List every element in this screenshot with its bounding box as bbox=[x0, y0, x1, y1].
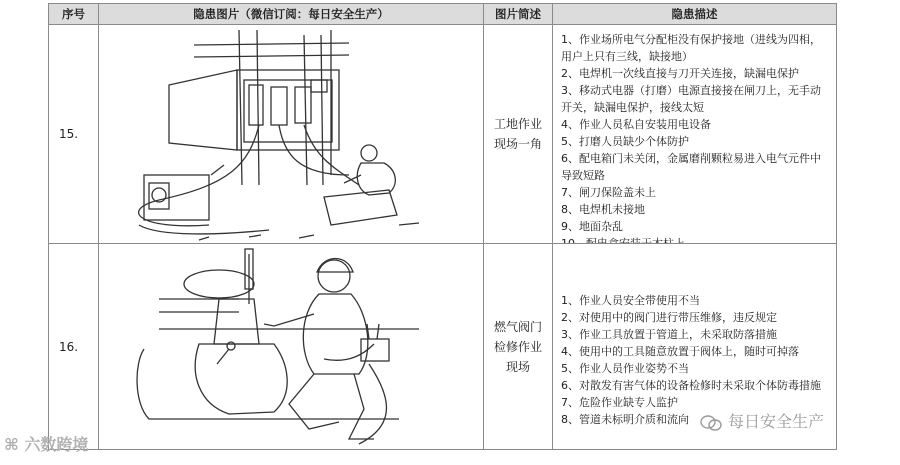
summary-text-15: 工地作业现场一角 bbox=[493, 117, 542, 151]
row-summary-16 bbox=[483, 243, 553, 450]
issue-item: 3、作业工具放置于管道上，未采取防落措施 bbox=[561, 328, 777, 341]
issue-item: 4、作业人员私自安装用电设备 bbox=[561, 118, 711, 131]
issue-item: 6、对散发有害气体的设备检修时未采取个体防毒措施 bbox=[561, 379, 821, 392]
watermark-left-text: 六数跨境 bbox=[24, 435, 89, 454]
header-description: 隐患描述 bbox=[552, 3, 837, 25]
hazard-image-electrical bbox=[98, 24, 484, 244]
row-num-15: 15. bbox=[48, 24, 99, 244]
gas-valve-illustration bbox=[99, 244, 483, 449]
header-picture: 隐患图片（微信订阅：每日安全生产） bbox=[98, 3, 484, 25]
electrical-site-illustration bbox=[99, 25, 483, 243]
watermark-logo-icon: ⌘ bbox=[4, 435, 25, 454]
issue-item: 5、打磨人员缺少个体防护 bbox=[561, 135, 689, 148]
issue-item: 8、电焊机未接地 bbox=[561, 203, 645, 216]
header-summary: 图片简述 bbox=[483, 3, 553, 25]
hazard-image-gas-valve bbox=[98, 243, 484, 450]
issue-item: 7、闸刀保险盖未上 bbox=[561, 186, 656, 199]
summary-text-16: 燃气阀门检修作业现场 bbox=[493, 319, 542, 374]
row-num-16: 16. bbox=[48, 243, 99, 450]
issue-item: 3、移动式电器（打磨）电源直接接在闸刀上，无手动开关，缺漏电保护，接线太短 bbox=[561, 84, 821, 114]
watermark-left bbox=[4, 432, 88, 455]
row-summary-15 bbox=[483, 24, 553, 244]
issue-item: 1、作业场所电气分配柜没有保护接地（进线为四相，用户上只有三线，缺接地） bbox=[561, 33, 821, 63]
issue-item: 2、电焊机一次线直接与刀开关连接，缺漏电保护 bbox=[561, 67, 799, 80]
issue-item: 1、作业人员安全带使用不当 bbox=[561, 294, 700, 307]
issue-item: 5、作业人员作业姿势不当 bbox=[561, 362, 689, 375]
watermark-right-text: 每日安全生产 bbox=[728, 412, 825, 431]
row-issues-15 bbox=[552, 24, 837, 244]
issue-item: 2、对使用中的阀门进行带压维修，违反规定 bbox=[561, 311, 777, 324]
watermark-right bbox=[700, 409, 824, 432]
hazard-table bbox=[48, 3, 837, 450]
wechat-icon bbox=[700, 414, 722, 432]
issue-item: 7、危险作业缺专人监护 bbox=[561, 396, 678, 409]
issue-item: 6、配电箱门未关闭，金属磨削颗粒易进入电气元件中导致短路 bbox=[561, 152, 821, 182]
issue-item: 4、使用中的工具随意放置于阀体上，随时可掉落 bbox=[561, 345, 799, 358]
issue-item: 9、地面杂乱 bbox=[561, 220, 623, 233]
header-num: 序号 bbox=[48, 3, 99, 25]
issue-item: 8、管道未标明介质和流向 bbox=[561, 413, 689, 426]
